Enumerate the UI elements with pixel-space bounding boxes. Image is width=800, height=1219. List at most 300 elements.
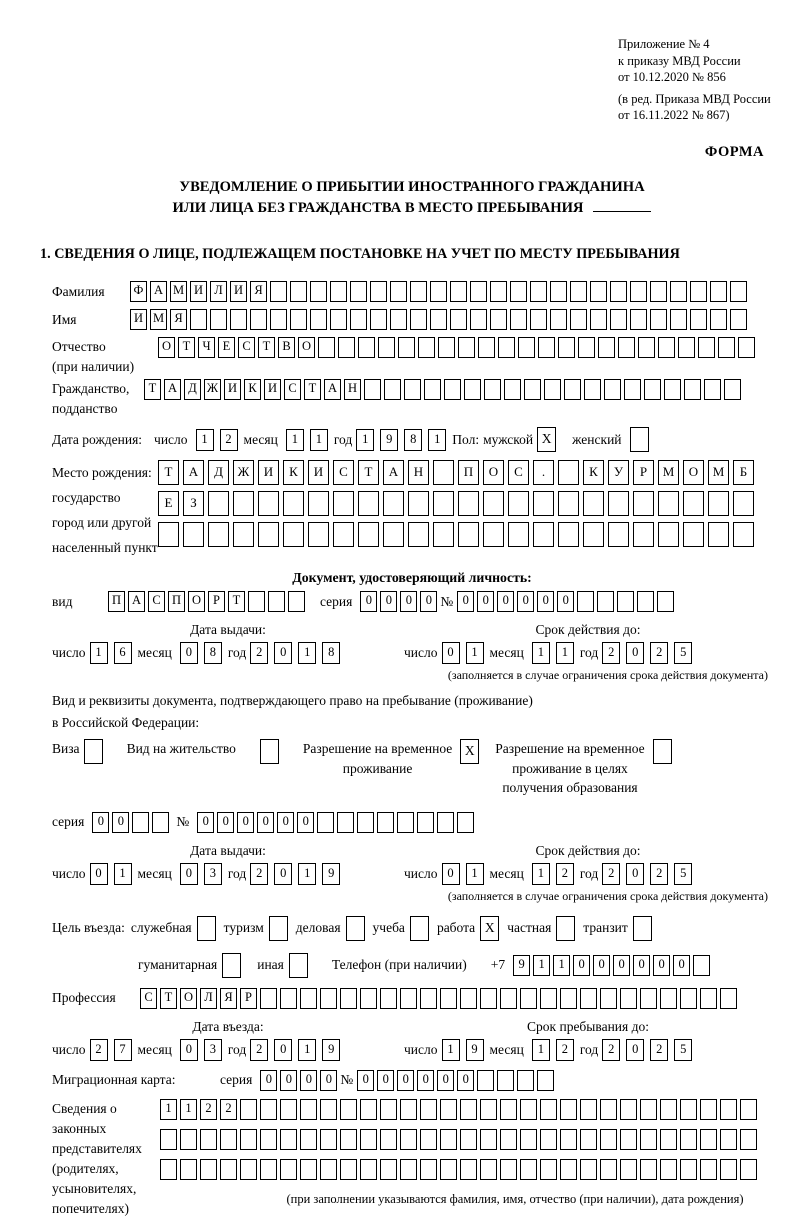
form-cell: 0: [573, 955, 590, 976]
form-cell: И: [230, 281, 247, 302]
phone-cells: [513, 955, 713, 976]
form-cell: Т: [258, 337, 275, 358]
form-cell: [280, 988, 297, 1009]
sex-female-label: женский: [572, 431, 622, 447]
form-cell: 2: [250, 642, 268, 664]
res-number-label: №: [176, 814, 190, 830]
form-cell: [700, 1129, 717, 1150]
form-cell: 2: [602, 863, 620, 885]
form-cell: 1: [532, 1039, 550, 1061]
form-cell: [377, 812, 394, 833]
form-cell: О: [188, 591, 205, 612]
purpose-official-checkbox: [197, 916, 216, 941]
form-cell: [410, 309, 427, 330]
res-number-cells: [197, 812, 477, 833]
form-cell: [560, 1159, 577, 1180]
form-cell: Р: [208, 591, 225, 612]
form-cell: 2: [650, 1039, 668, 1061]
form-cell: [260, 1099, 277, 1120]
form-cell: 0: [477, 591, 494, 612]
form-cell: [280, 1099, 297, 1120]
form-cell: [700, 988, 717, 1009]
doc-issue-month-cells: [180, 642, 228, 664]
form-cell: [418, 337, 435, 358]
form-cell: [720, 1099, 737, 1120]
form-cell: [660, 1159, 677, 1180]
form-cell: [690, 281, 707, 302]
form-cell: [684, 379, 701, 400]
form-cell: Е: [158, 491, 179, 516]
form-cell: [510, 281, 527, 302]
form-cell: [180, 1159, 197, 1180]
form-cell: 0: [437, 1070, 454, 1091]
form-cell: Н: [344, 379, 361, 400]
birth-year-label: год: [333, 431, 353, 447]
form-cell: [610, 309, 627, 330]
option-temp-residence: [303, 739, 479, 778]
form-cell: С: [284, 379, 301, 400]
form-cell: [630, 281, 647, 302]
form-cell: [518, 337, 535, 358]
form-cell: 1: [442, 1039, 460, 1061]
form-cell: [132, 812, 149, 833]
form-cell: [610, 281, 627, 302]
form-cell: [330, 309, 347, 330]
doc-expiry-day-cells: [442, 642, 490, 664]
forma-label: ФОРМА: [704, 143, 764, 160]
form-cell: [450, 309, 467, 330]
res-expiry-year-cells: [602, 863, 698, 885]
year-label: год: [227, 645, 247, 661]
legal-reps-row3-cells: [160, 1159, 760, 1180]
purpose-tourism: туризм: [224, 916, 288, 941]
form-cell: [483, 522, 504, 547]
purpose-humanitarian-checkbox: [222, 953, 241, 978]
form-cell: 1: [532, 642, 550, 664]
form-cell: Т: [304, 379, 321, 400]
form-cell: 0: [260, 1070, 277, 1091]
form-cell: [478, 337, 495, 358]
day-label: число: [52, 865, 86, 881]
form-cell: [720, 988, 737, 1009]
form-cell: [700, 1159, 717, 1180]
form-cell: [408, 522, 429, 547]
form-cell: [533, 522, 554, 547]
option-temp-residence-education: [495, 739, 671, 798]
form-cell: [500, 1129, 517, 1150]
form-cell: [710, 281, 727, 302]
res-series-label: серия: [52, 814, 85, 830]
form-cell: [497, 1070, 514, 1091]
form-cell: [417, 812, 434, 833]
form-cell: Я: [170, 309, 187, 330]
form-cell: [220, 1129, 237, 1150]
purpose-humanitarian: гуманитарная: [138, 953, 241, 978]
form-cell: [208, 491, 229, 516]
form-cell: 2: [250, 1039, 268, 1061]
form-cell: [340, 1099, 357, 1120]
entry-date-group: [52, 1019, 404, 1061]
form-cell: [600, 988, 617, 1009]
form-cell: [370, 309, 387, 330]
form-cell: [338, 337, 355, 358]
form-cell: [560, 1129, 577, 1150]
form-cell: [464, 379, 481, 400]
given-name-label: Имя: [52, 311, 77, 327]
form-cell: [410, 281, 427, 302]
form-cell: [540, 1099, 557, 1120]
form-cell: И: [264, 379, 281, 400]
form-cell: [440, 1129, 457, 1150]
month-label: месяц: [489, 1041, 524, 1057]
form-cell: [693, 955, 710, 976]
form-cell: [430, 281, 447, 302]
form-cell: 1: [533, 955, 550, 976]
form-cell: 1: [466, 863, 484, 885]
form-cell: [450, 281, 467, 302]
form-cell: 2: [250, 863, 268, 885]
legal-reps-row1-cells: [160, 1099, 760, 1120]
form-cell: Т: [144, 379, 161, 400]
form-cell: [400, 1129, 417, 1150]
form-cell: О: [483, 460, 504, 485]
form-cell: 1: [356, 429, 374, 451]
form-cell: 0: [613, 955, 630, 976]
patronymic-cells: [158, 337, 758, 358]
year-label: год: [227, 865, 247, 881]
birth-date-label: Дата рождения:: [52, 431, 143, 447]
option-temp-residence-education-checkbox: [653, 739, 672, 764]
day-label: число: [404, 1041, 438, 1057]
form-cell: [357, 812, 374, 833]
form-cell: 0: [417, 1070, 434, 1091]
form-cell: [680, 1159, 697, 1180]
form-cell: [283, 491, 304, 516]
form-cell: 0: [274, 1039, 292, 1061]
form-cell: А: [383, 460, 404, 485]
form-cell: А: [128, 591, 145, 612]
purpose-study: учеба: [373, 916, 429, 941]
patronymic-label-note: (при наличии): [52, 359, 135, 375]
form-cell: [420, 1129, 437, 1150]
form-cell: 0: [197, 812, 214, 833]
doc-number-label: №: [440, 593, 454, 609]
form-cell: [420, 1159, 437, 1180]
day-label: число: [52, 645, 86, 661]
form-cell: 2: [556, 863, 574, 885]
form-cell: [558, 522, 579, 547]
form-cell: [720, 1129, 737, 1150]
form-cell: [724, 379, 741, 400]
form-cell: [308, 491, 329, 516]
form-cell: [600, 1099, 617, 1120]
form-cell: [310, 309, 327, 330]
form-cell: [318, 337, 335, 358]
form-cell: 1: [553, 955, 570, 976]
title-blank-underline: [593, 199, 651, 212]
form-cell: 0: [593, 955, 610, 976]
form-cell: И: [224, 379, 241, 400]
form-cell: [360, 1129, 377, 1150]
appendix-line: к приказу МВД России: [618, 53, 741, 68]
form-cell: [483, 491, 504, 516]
res-issue-date-group: [52, 843, 404, 904]
legal-reps-label: законных: [52, 1120, 107, 1136]
form-cell: 2: [90, 1039, 108, 1061]
legal-reps-row2-cells: [160, 1129, 760, 1150]
form-cell: 2: [602, 1039, 620, 1061]
purpose-transit: транзит: [583, 916, 652, 941]
legal-reps-label: Сведения о: [52, 1100, 117, 1116]
residence-doc-line1: Вид и реквизиты документа, подтверждающего право на пребывание (проживание): [52, 693, 533, 709]
form-cell: А: [324, 379, 341, 400]
form-cell: [360, 988, 377, 1009]
option-residence-permit-label: Вид на жительство: [126, 741, 236, 757]
form-cell: М: [150, 309, 167, 330]
form-cell: [733, 522, 754, 547]
doc-issue-day-cells: [90, 642, 138, 664]
form-cell: [644, 379, 661, 400]
doc-series-label: серия: [320, 593, 353, 609]
form-cell: [700, 1099, 717, 1120]
doc-expiry-note: (заполняется в случае ограничения срока действия документа): [447, 668, 768, 683]
form-cell: 1: [466, 642, 484, 664]
form-cell: [540, 1159, 557, 1180]
form-cell: Б: [733, 460, 754, 485]
form-cell: [480, 988, 497, 1009]
form-cell: Е: [218, 337, 235, 358]
form-cell: 0: [673, 955, 690, 976]
form-cell: [704, 379, 721, 400]
form-cell: [640, 1129, 657, 1150]
sex-label: Пол:: [452, 431, 480, 447]
form-cell: Л: [200, 988, 217, 1009]
form-cell: [420, 1099, 437, 1120]
form-cell: О: [298, 337, 315, 358]
form-cell: [390, 309, 407, 330]
form-cell: [378, 337, 395, 358]
form-cell: [740, 1099, 757, 1120]
doc-expiry-title: Срок действия до:: [535, 622, 641, 638]
form-cell: 2: [200, 1099, 217, 1120]
form-cell: [280, 1159, 297, 1180]
form-cell: 0: [237, 812, 254, 833]
entry-year-cells: [250, 1039, 346, 1061]
form-cell: 0: [400, 591, 417, 612]
form-cell: [670, 309, 687, 330]
form-cell: С: [148, 591, 165, 612]
form-cell: 0: [180, 642, 198, 664]
form-cell: Ж: [233, 460, 254, 485]
form-cell: 0: [297, 812, 314, 833]
form-cell: 1: [556, 642, 574, 664]
form-cell: С: [508, 460, 529, 485]
form-cell: [380, 1099, 397, 1120]
form-cell: [330, 281, 347, 302]
form-cell: Я: [250, 281, 267, 302]
form-cell: [233, 522, 254, 547]
form-cell: [618, 337, 635, 358]
form-cell: [650, 309, 667, 330]
form-cell: 7: [114, 1039, 132, 1061]
form-cell: [158, 522, 179, 547]
form-cell: Т: [160, 988, 177, 1009]
form-cell: К: [244, 379, 261, 400]
form-cell: 0: [274, 642, 292, 664]
form-cell: [570, 309, 587, 330]
option-temp-residence-checkbox: X: [460, 739, 479, 764]
form-cell: [350, 281, 367, 302]
form-cell: [550, 281, 567, 302]
month-label: месяц: [137, 1041, 172, 1057]
form-cell: 0: [380, 591, 397, 612]
profession-cells: [140, 988, 740, 1009]
form-cell: [390, 281, 407, 302]
form-cell: [220, 1159, 237, 1180]
form-cell: 1: [298, 1039, 316, 1061]
form-cell: 0: [217, 812, 234, 833]
form-cell: [457, 812, 474, 833]
form-cell: [633, 491, 654, 516]
purpose-other: иная: [257, 953, 308, 978]
form-cell: [160, 1159, 177, 1180]
form-cell: 2: [650, 642, 668, 664]
form-cell: 0: [300, 1070, 317, 1091]
form-cell: [498, 337, 515, 358]
option-visa-label: Виза: [52, 741, 80, 757]
form-cell: [540, 1129, 557, 1150]
form-cell: Р: [633, 460, 654, 485]
form-cell: [320, 988, 337, 1009]
birth-place-row1-cells: [158, 460, 758, 485]
amendment-line: от 16.11.2022 № 867): [618, 108, 730, 122]
form-cell: [250, 309, 267, 330]
res-issue-month-cells: [180, 863, 228, 885]
form-cell: [160, 1129, 177, 1150]
legal-reps-label: усыновителях,: [52, 1180, 137, 1196]
form-cell: [258, 522, 279, 547]
form-cell: 0: [360, 591, 377, 612]
form-cell: М: [658, 460, 679, 485]
form-cell: [340, 988, 357, 1009]
form-cell: [480, 1159, 497, 1180]
doc-kind-cells: [108, 591, 308, 612]
form-cell: [490, 309, 507, 330]
form-cell: 9: [322, 863, 340, 885]
given-name-cells: [130, 309, 750, 330]
form-cell: [240, 1099, 257, 1120]
form-cell: [530, 309, 547, 330]
form-cell: [650, 281, 667, 302]
form-cell: 1: [428, 429, 446, 451]
month-label: месяц: [137, 865, 172, 881]
form-cell: [208, 522, 229, 547]
form-cell: [500, 1099, 517, 1120]
doc-number-cells: [457, 591, 677, 612]
birth-place-label: государство: [52, 490, 121, 506]
form-cell: [740, 1129, 757, 1150]
form-cell: [190, 309, 207, 330]
form-cell: [420, 988, 437, 1009]
form-cell: [678, 337, 695, 358]
form-cell: [558, 491, 579, 516]
form-cell: С: [333, 460, 354, 485]
form-cell: [280, 1129, 297, 1150]
form-cell: [424, 379, 441, 400]
form-cell: [360, 1159, 377, 1180]
form-cell: [664, 379, 681, 400]
form-cell: 1: [196, 429, 214, 451]
doc-expiry-month-cells: [532, 642, 580, 664]
form-cell: [300, 1159, 317, 1180]
form-cell: [583, 491, 604, 516]
form-cell: [260, 988, 277, 1009]
form-cell: [260, 1159, 277, 1180]
form-cell: 1: [90, 642, 108, 664]
form-cell: [660, 1099, 677, 1120]
form-cell: 0: [442, 863, 460, 885]
purpose-official: служебная: [131, 916, 216, 941]
form-cell: О: [180, 988, 197, 1009]
form-cell: [398, 337, 415, 358]
form-cell: [400, 1099, 417, 1120]
doc-issue-year-cells: [250, 642, 346, 664]
identity-doc-header: Документ, удостоверяющий личность:: [292, 570, 532, 586]
form-cell: [460, 1159, 477, 1180]
form-cell: 2: [220, 429, 238, 451]
form-cell: 1: [298, 642, 316, 664]
form-cell: [397, 812, 414, 833]
form-cell: П: [168, 591, 185, 612]
form-cell: Д: [184, 379, 201, 400]
form-cell: [288, 591, 305, 612]
form-cell: 0: [633, 955, 650, 976]
form-cell: [597, 591, 614, 612]
res-issue-day-cells: [90, 863, 138, 885]
form-cell: 8: [322, 642, 340, 664]
form-cell: [658, 337, 675, 358]
purpose-study-checkbox: [410, 916, 429, 941]
form-cell: Я: [220, 988, 237, 1009]
form-cell: [733, 491, 754, 516]
legal-reps-note: (при заполнении указываются фамилия, имя, отчество (при наличии), дата рождения): [286, 1191, 744, 1206]
form-cell: 0: [90, 863, 108, 885]
doc-issue-date-group: [52, 622, 404, 683]
sex-male-label: мужской: [483, 431, 534, 447]
form-cell: [233, 491, 254, 516]
form-cell: [708, 491, 729, 516]
form-cell: [510, 309, 527, 330]
res-expiry-title: Срок действия до:: [535, 842, 641, 858]
sex-female-checkbox: [630, 427, 649, 452]
form-cell: [583, 522, 604, 547]
purpose-private: частная: [507, 916, 575, 941]
form-cell: 2: [650, 863, 668, 885]
birth-day-cells: [196, 429, 244, 451]
day-label: число: [404, 645, 438, 661]
form-cell: .: [533, 460, 554, 485]
form-cell: [683, 522, 704, 547]
form-cell: [477, 1070, 494, 1091]
legal-reps-label: попечителях): [52, 1200, 129, 1216]
form-cell: 1: [180, 1099, 197, 1120]
purpose-tourism-checkbox: [269, 916, 288, 941]
form-cell: П: [108, 591, 125, 612]
form-cell: [270, 309, 287, 330]
phone-label: Телефон (при наличии): [331, 957, 467, 973]
form-cell: [560, 1099, 577, 1120]
purpose-business: деловая: [296, 916, 365, 941]
